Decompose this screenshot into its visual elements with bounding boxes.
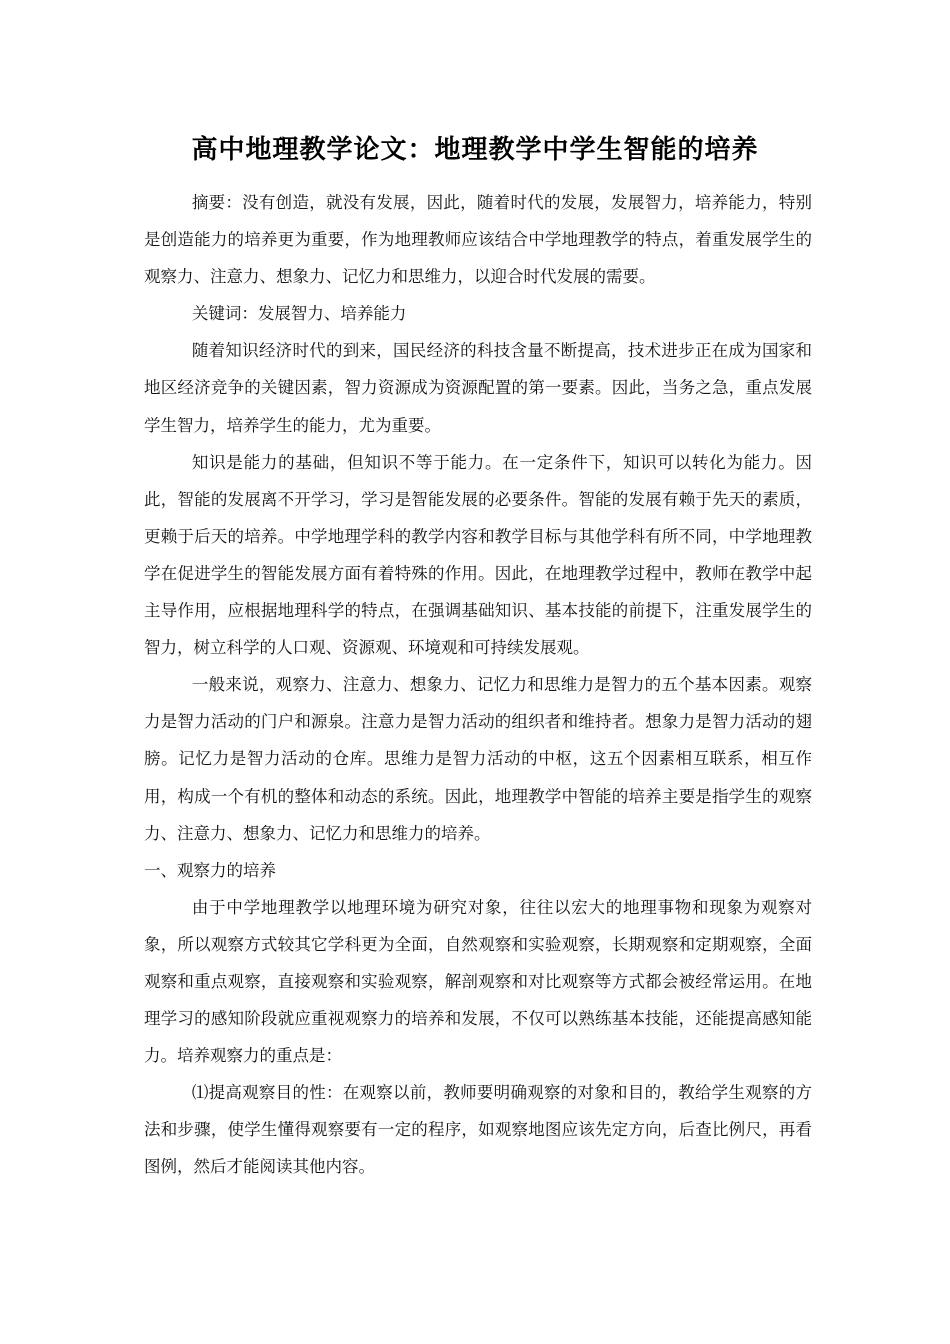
section-heading: 一、观察力的培养 [144,860,276,880]
body-paragraph: 一般来说，观察力、注意力、想象力、记忆力和思维力是智力的五个基本因素。观察力是智力活动的门户和源泉。注意力是智力活动的组织者和维持者。想象力是智力活动的翅膀。记忆力是智力活动的仓库。思维力是智力活动的中枢，这五个因素相互联系，相互作用，构成一个有机的整体和动态的系统。因此，地理教学中智能的培养主要是指学生的观察力、注意力、想象力、记忆力和思维力的培养。 [144,675,812,843]
body-paragraph: ⑴提高观察目的性：在观察以前，教师要明确观察的对象和目的，教给学生观察的方法和步骤，使学生懂得观察要有一定的程序，如观察地图应该先定方向，后查比例尺，再看图例，然后才能阅读其他内容。 [144,1083,812,1177]
document-title: 高中地理教学论文：地理教学中学生智能的培养 [191,135,759,165]
abstract-paragraph: 摘要：没有创造，就没有发展，因此，随着时代的发展，发展智力，培养能力，特别是创造能力的培养更为重要，作为地理教师应该结合中学地理教学的特点，着重发展学生的观察力、注意力、想象力、记忆力和思维力，以迎合时代发展的需要。 [144,193,812,287]
keywords-paragraph: 关键词：发展智力、培养能力 [191,304,407,324]
body-paragraph: 知识是能力的基础，但知识不等于能力。在一定条件下，知识可以转化为能力。因此，智能的发展离不开学习，学习是智能发展的必要条件。智能的发展有赖于先天的素质，更赖于后天的培养。中学地理学科的教学内容和教学目标与其他学科有所不同，中学地理教学在促进学生的智能发展方面有着特殊的作用。因此，在地理教学过程中，教师在教学中起主导作用，应根据地理科学的特点，在强调基础知识、基本技能的前提下，注重发展学生的智力，树立科学的人口观、资源观、环境观和可持续发展观。 [144,452,812,658]
document-body [144,184,812,1186]
body-paragraph: 随着知识经济时代的到来，国民经济的科技含量不断提高，技术进步正在成为国家和地区经济竞争的关键因素，智力资源成为资源配置的第一要素。因此，当务之急，重点发展学生智力，培养学生的能力，尤为重要。 [144,341,812,435]
body-paragraph: 由于中学地理教学以地理环境为研究对象，往往以宏大的地理事物和现象为观察对象，所以观察方式较其它学科更为全面，自然观察和实验观察，长期观察和定期观察，全面观察和重点观察，直接观察和实验观察，解剖观察和对比观察等方式都会被经常运用。在地理学习的感知阶段就应重视观察力的培养和发展，不仅可以熟练基本技能，还能提高感知能力。培养观察力的重点是： [144,897,812,1066]
